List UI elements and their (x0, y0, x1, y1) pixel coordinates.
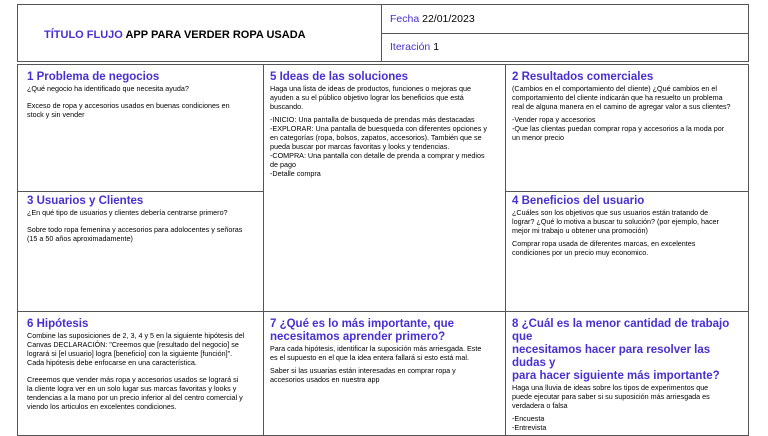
ideas-section (270, 71, 502, 178)
problem-body: Exceso de ropa y accesorios usados en buenas condiciones en stock y sin vender (27, 101, 230, 119)
hypothesis-title: 6 Hipótesis (27, 318, 89, 330)
learn-section (270, 318, 502, 384)
least-work-prompt: Haga una lluvia de ideas sobre los tipos de experimentos que puede ejecutar para saber si su suposición más arriesgada es verdadera o falsa (512, 383, 710, 410)
date-field (390, 13, 475, 25)
problem-prompt: ¿Qué negocio ha identificado que necesita ayuda? (27, 84, 189, 93)
title-label: TÍTULO FLUJO (44, 29, 123, 41)
users-body: Sobre todo ropa femenina y accesorios para adolocentes y señoras (15 a 50 años aproximadamente) (27, 225, 243, 243)
iteration-cell (381, 33, 749, 62)
iteration-value: 1 (433, 41, 440, 53)
users-prompt: ¿En qué tipo de usuarios y clientes debería centrarse primero? (27, 208, 228, 217)
iteration-field (390, 41, 439, 53)
results-section (512, 71, 746, 142)
date-label: Fecha (390, 13, 420, 25)
title-cell (17, 4, 382, 62)
iteration-label: Iteración (390, 41, 431, 53)
results-body: -Vender ropa y accesorios -Que las clientas puedan comprar ropa y accesorios a la moda por un menor precio (512, 115, 725, 142)
least-work-title: 8 ¿Cuál es la menor cantidad de trabajo que necesitamos hacer para resolver las dudas y para hacer siguiente más importante? (512, 318, 730, 382)
hypothesis-section (27, 318, 261, 411)
hypothesis-body: Creeemos que vender más ropa y accesorios usados se logrará si la cliente logra ver en un solo lugar sus marcas favoritas y looks y tendencias a la mano por un precio inferior al del centro comercial y viendo los articulos en excelentes condiciones. (27, 375, 243, 411)
least-work-body: -Encuesta -Entrevista (512, 414, 547, 432)
problem-title: 1 Problema de negocios (27, 71, 160, 83)
results-prompt: (Cambios en el comportamiento del cliente) ¿Qué cambios en el comportamiento del cliente indicarán que ha resuelto un problema real de alguna manera en el camino de agregar valor a sus clientes? (512, 84, 731, 111)
ideas-title: 5 Ideas de las soluciones (270, 71, 409, 83)
benefits-prompt: ¿Cuáles son los objetivos que sus usuarios están tratando de lograr? ¿Qué lo motiva a buscar tu solución? (por ejemplo, hacer mejor mi trabajo u obtener una promoción) (512, 208, 719, 235)
learn-body: Saber si las usuarias están interesadas en comprar ropa y accesorios usados en nuestra app (270, 366, 456, 384)
problem-section (27, 71, 259, 119)
users-section (27, 195, 259, 243)
date-value: 22/01/2023 (422, 13, 475, 25)
benefits-body: Comprar ropa usada de diferentes marcas, en excelentes condiciones por un precio muy economico. (512, 239, 696, 257)
hypothesis-prompt: Combine las suposiciones de 2, 3, 4 y 5 en la siguiente hipótesis del Canvas DECLARACIÓN: "Creemos que [resultado del negocio] se logrará si [el usuario] logra [beneficio] con la siguiente [función]". Cada hipótesis debe enfocarse en una característica. (27, 331, 245, 367)
learn-prompt: Para cada hipótesis, identificar la suposición más arriesgada. Este es el supuesto en el que la idea entera fallará si esto está mal. (270, 344, 482, 362)
results-title: 2 Resultados comerciales (512, 71, 654, 83)
flow-title (44, 29, 306, 41)
benefits-title: 4 Beneficios del usuario (512, 195, 645, 207)
title-value: APP PARA VERDER ROPA USADA (125, 29, 306, 41)
ideas-body: -INICIO: Una pantalla de busqueda de prendas más destacadas -EXPLORAR: Una pantalla de buesqueda con diferentes opciones y en categorías (ropa, bolsos, zapatos, accesorios). También que se pueda buscar por marcas favoritas y looks y tendencias. -COMPRA: Una pantalla con detalle de prenda a comprar y medios de pago -Detalle compra (270, 115, 487, 178)
users-title: 3 Usuarios y Clientes (27, 195, 144, 207)
date-cell (381, 4, 749, 34)
least-work-section (512, 318, 746, 432)
learn-title: 7 ¿Qué es lo más importante, que necesitamos aprender primero? (270, 318, 455, 343)
ideas-prompt: Haga una lista de ideas de productos, funciones o mejoras que ayuden a su el público objetivo lograr los beneficios que está buscando. (270, 84, 471, 111)
benefits-section (512, 195, 746, 257)
